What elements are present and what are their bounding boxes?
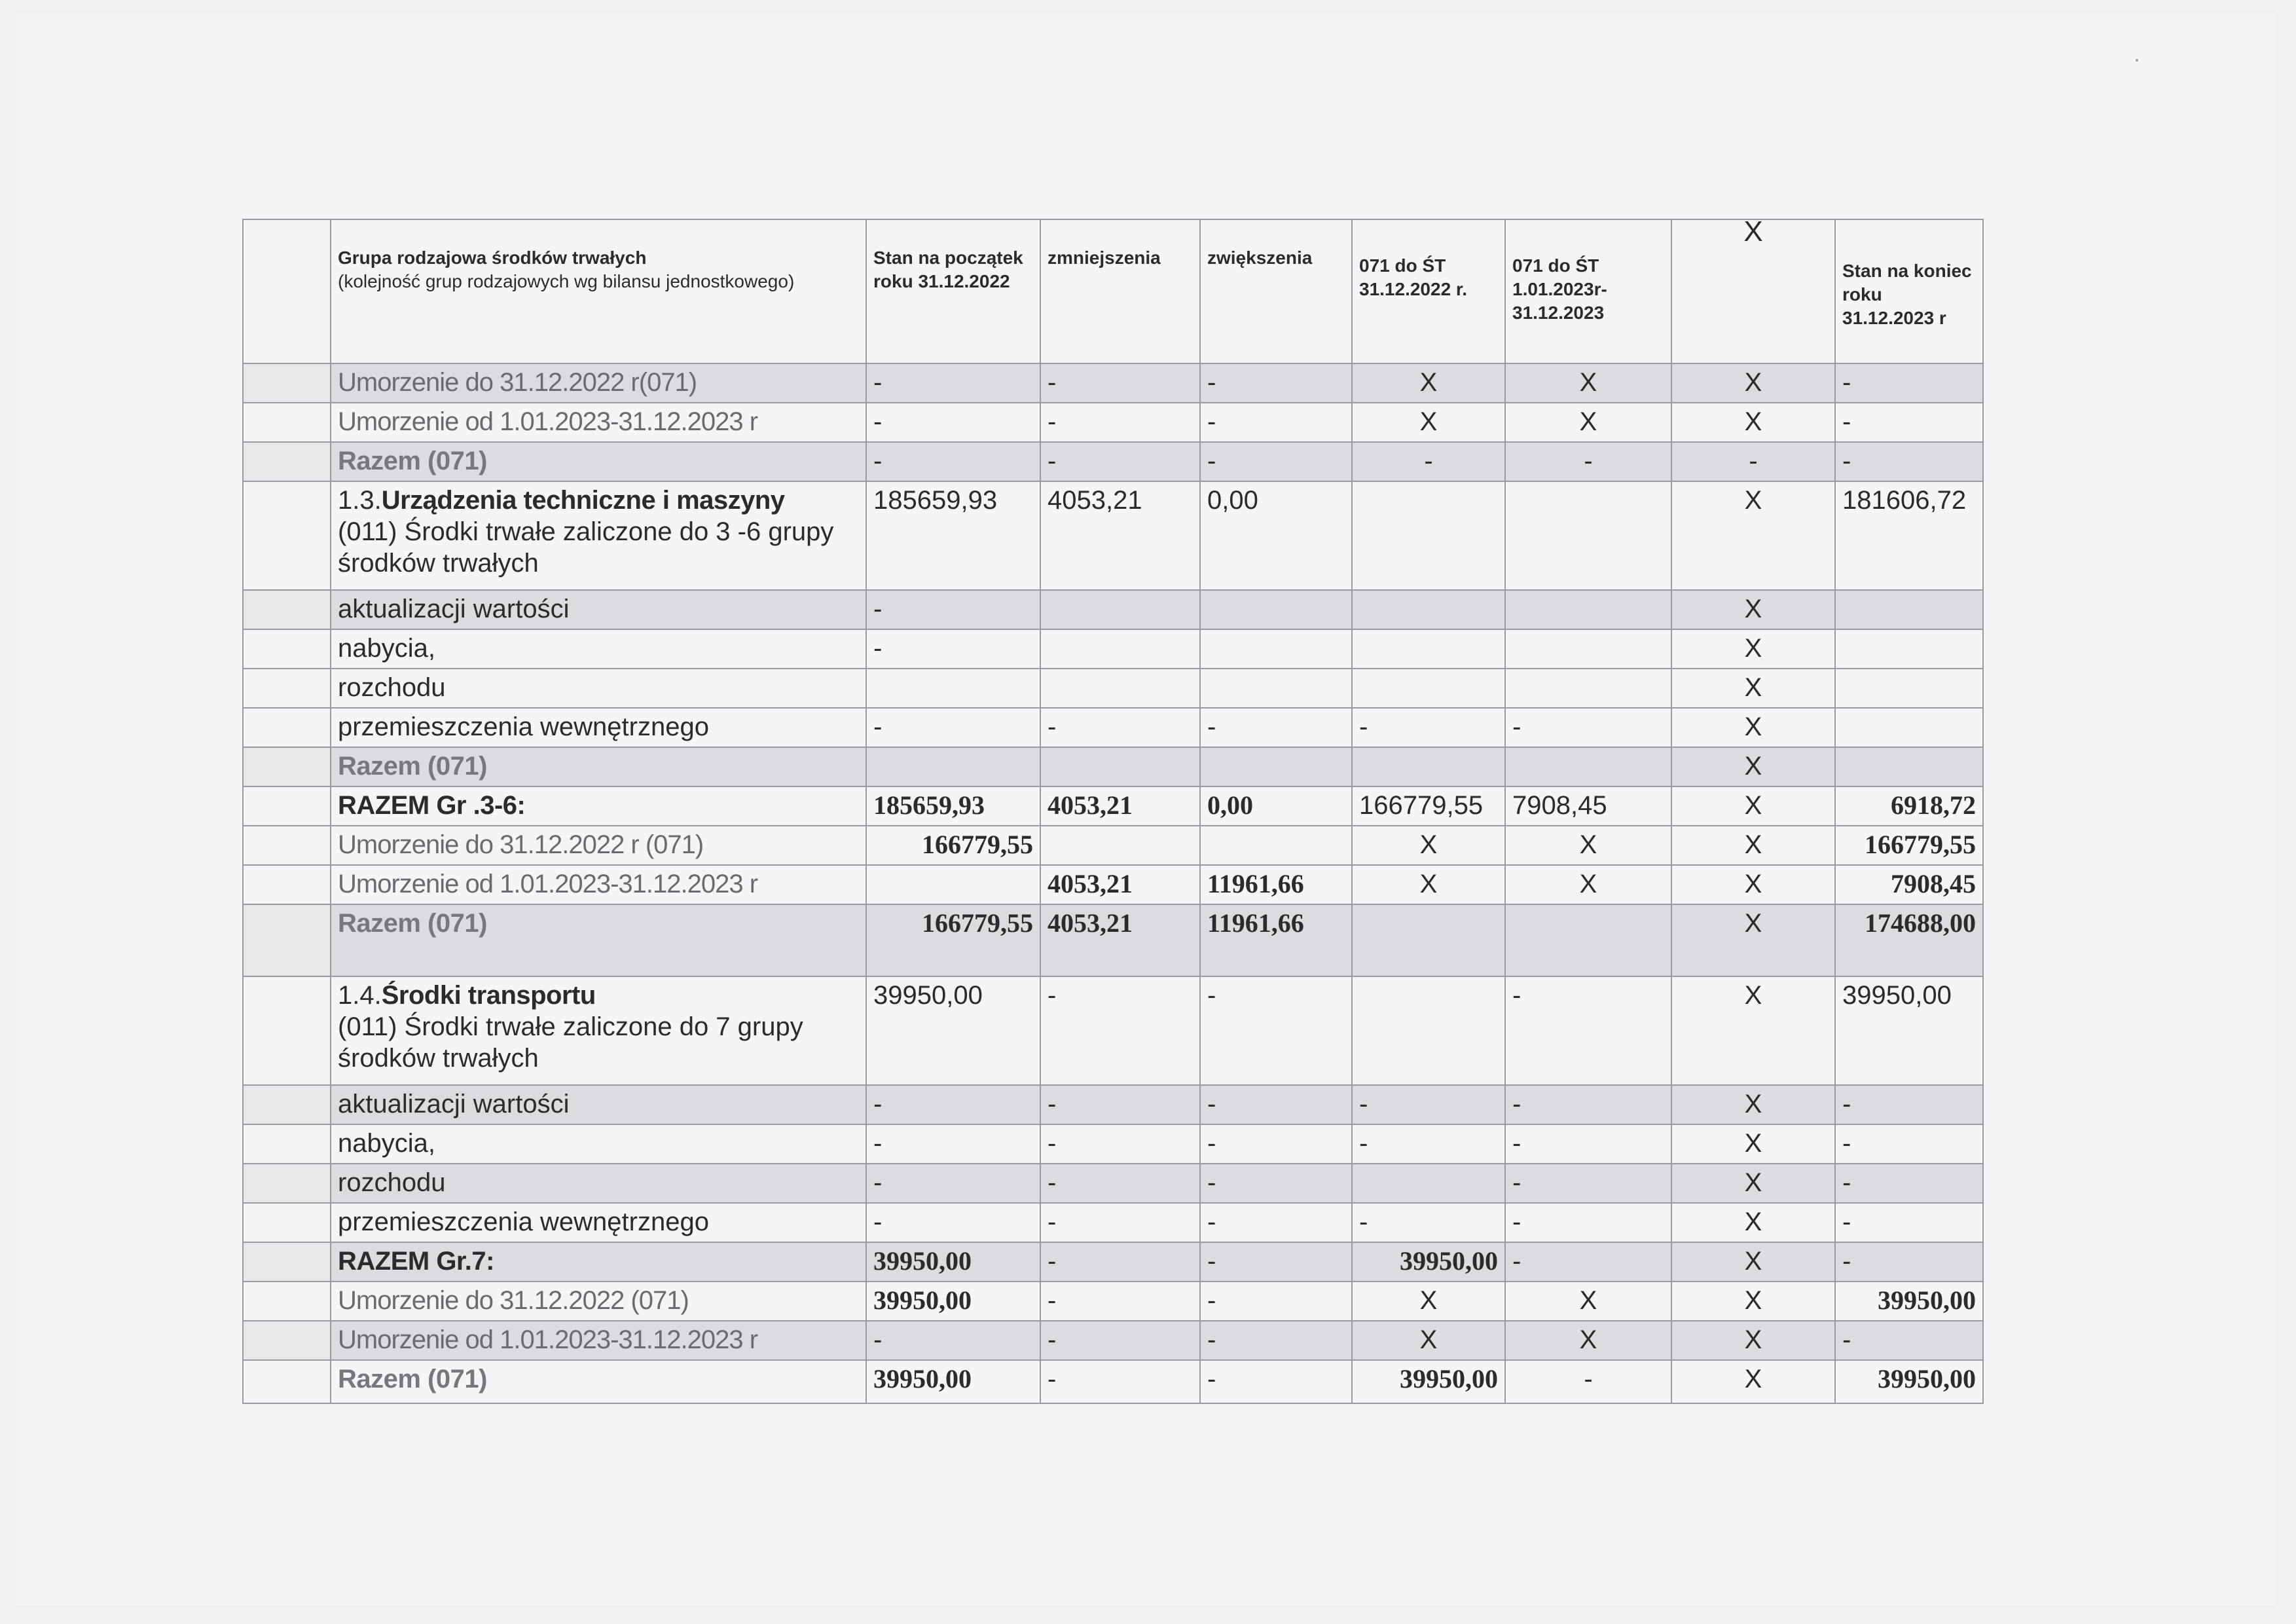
cell-decrease: - [1040, 976, 1200, 1085]
cell-end [1835, 747, 1983, 786]
cell-decrease: - [1040, 1164, 1200, 1203]
header-group [331, 219, 866, 363]
cell-start: - [866, 363, 1040, 403]
row-label: przemieszczenia wewnętrznego [331, 1203, 866, 1242]
row-label: Umorzenie od 1.01.2023-31.12.2023 r [331, 1321, 866, 1360]
row-label: Umorzenie do 31.12.2022 (071) [331, 1282, 866, 1321]
cell-decrease: - [1040, 363, 1200, 403]
cell-071-2023 [1505, 904, 1671, 976]
cell-increase: - [1200, 442, 1352, 481]
row-label: Umorzenie od 1.01.2023-31.12.2023 r [331, 865, 866, 904]
cell-start: - [866, 403, 1040, 442]
cell-071-2022: - [1352, 1203, 1505, 1242]
cell-increase: - [1200, 363, 1352, 403]
cell-071-2022: - [1352, 1085, 1505, 1124]
cell-x: X [1671, 904, 1835, 976]
cell-end: 174688,00 [1835, 904, 1983, 976]
cell-x: X [1671, 976, 1835, 1085]
scanned-page [16, 14, 2276, 1606]
table-row [243, 442, 1983, 481]
cell-decrease: 4053,21 [1040, 865, 1200, 904]
row-label: Umorzenie do 31.12.2022 r (071) [331, 826, 866, 865]
cell-071-2022: - [1352, 442, 1505, 481]
cell-decrease [1040, 590, 1200, 629]
cell-end: 181606,72 [1835, 481, 1983, 590]
cell-071-2023: X [1505, 363, 1671, 403]
cell-071-2023: - [1505, 1360, 1671, 1403]
cell-decrease: - [1040, 403, 1200, 442]
cell-071-2022: 39950,00 [1352, 1360, 1505, 1403]
cell-x: X [1671, 1203, 1835, 1242]
cell-071-2023 [1505, 629, 1671, 669]
table-row [243, 1085, 1983, 1124]
table-row-total-3-6 [243, 786, 1983, 826]
table-row [243, 363, 1983, 403]
cell-start: - [866, 1203, 1040, 1242]
row-label: Razem (071) [331, 442, 866, 481]
cell-start: 166779,55 [866, 826, 1040, 865]
cell-071-2022 [1352, 629, 1505, 669]
cell-decrease [1040, 826, 1200, 865]
cell-x: X [1671, 865, 1835, 904]
cell-071-2022: X [1352, 865, 1505, 904]
cell-decrease: - [1040, 1360, 1200, 1403]
cell-071-2023: - [1505, 1203, 1671, 1242]
table-row [243, 826, 1983, 865]
cell-071-2022 [1352, 976, 1505, 1085]
cell-increase: 11961,66 [1200, 865, 1352, 904]
cell-x: X [1671, 669, 1835, 708]
cell-071-2022 [1352, 747, 1505, 786]
cell-071-2023: - [1505, 1164, 1671, 1203]
table-row [243, 1321, 1983, 1360]
cell-increase [1200, 747, 1352, 786]
cell-071-2022: X [1352, 363, 1505, 403]
cell-x: X [1671, 629, 1835, 669]
cell-increase: - [1200, 1164, 1352, 1203]
cell-increase: 11961,66 [1200, 904, 1352, 976]
section-title: Środki transportu [381, 981, 596, 1010]
cell-increase: - [1200, 1203, 1352, 1242]
cell-end: - [1835, 403, 1983, 442]
cell-increase: 0,00 [1200, 786, 1352, 826]
cell-071-2023: 7908,45 [1505, 786, 1671, 826]
row-label: rozchodu [331, 669, 866, 708]
section-description: (011) Środki trwałe zaliczone do 3 -6 grupy środków trwałych [338, 517, 834, 578]
header-blank [243, 219, 331, 363]
cell-x: X [1671, 708, 1835, 747]
cell-071-2022: 39950,00 [1352, 1242, 1505, 1282]
cell-071-2023: - [1505, 442, 1671, 481]
cell-end: 7908,45 [1835, 865, 1983, 904]
cell-071-2023: - [1505, 1124, 1671, 1164]
table-row-section-1-4 [243, 976, 1983, 1085]
cell-end: - [1835, 442, 1983, 481]
cell-end: - [1835, 1124, 1983, 1164]
cell-071-2023 [1505, 590, 1671, 629]
cell-071-2023 [1505, 481, 1671, 590]
table-row [243, 629, 1983, 669]
scan-speck [2136, 59, 2138, 62]
cell-increase: - [1200, 403, 1352, 442]
cell-start: - [866, 708, 1040, 747]
cell-decrease [1040, 747, 1200, 786]
cell-start: - [866, 1164, 1040, 1203]
header-group-sub: (kolejność grup rodzajowych wg bilansu jednostkowego) [338, 271, 795, 291]
header-decrease: zmniejszenia [1040, 219, 1200, 363]
cell-071-2022 [1352, 590, 1505, 629]
cell-x: X [1671, 481, 1835, 590]
cell-071-2022: - [1352, 1124, 1505, 1164]
section-title: Urządzenia techniczne i maszyny [381, 486, 785, 515]
table-row [243, 1124, 1983, 1164]
cell-decrease: - [1040, 1203, 1200, 1242]
cell-071-2023: X [1505, 403, 1671, 442]
cell-increase [1200, 590, 1352, 629]
table-row [243, 904, 1983, 976]
header-071-2022: 071 do ŚT 31.12.2022 r. [1352, 219, 1505, 363]
header-group-title: Grupa rodzajowa środków trwałych [338, 248, 647, 268]
cell-increase: - [1200, 1360, 1352, 1403]
row-label: aktualizacji wartości [331, 1085, 866, 1124]
header-x: X [1671, 219, 1835, 363]
row-label: rozchodu [331, 1164, 866, 1203]
cell-x: X [1671, 1164, 1835, 1203]
cell-decrease: 4053,21 [1040, 904, 1200, 976]
cell-decrease: 4053,21 [1040, 786, 1200, 826]
cell-end [1835, 669, 1983, 708]
cell-start: - [866, 1085, 1040, 1124]
cell-increase: 0,00 [1200, 481, 1352, 590]
row-label: Razem (071) [331, 1360, 866, 1403]
cell-start: - [866, 442, 1040, 481]
cell-x: - [1671, 442, 1835, 481]
cell-increase: - [1200, 1124, 1352, 1164]
cell-071-2023: X [1505, 865, 1671, 904]
header-end: Stan na koniec roku 31.12.2023 r [1835, 219, 1983, 363]
cell-x: X [1671, 363, 1835, 403]
cell-start: 39950,00 [866, 1242, 1040, 1282]
cell-start: 185659,93 [866, 786, 1040, 826]
cell-decrease: - [1040, 1242, 1200, 1282]
header-071-2023: 071 do ŚT 1.01.2023r- 31.12.2023 [1505, 219, 1671, 363]
table-row-total-7 [243, 1242, 1983, 1282]
cell-071-2022: X [1352, 826, 1505, 865]
cell-increase: - [1200, 1321, 1352, 1360]
cell-x: X [1671, 786, 1835, 826]
cell-increase: - [1200, 976, 1352, 1085]
table-row [243, 590, 1983, 629]
cell-071-2022: - [1352, 708, 1505, 747]
section-label [331, 481, 866, 590]
cell-start: 166779,55 [866, 904, 1040, 976]
cell-decrease: - [1040, 1321, 1200, 1360]
cell-071-2023: - [1505, 976, 1671, 1085]
row-label: Razem (071) [331, 904, 866, 976]
cell-end: 166779,55 [1835, 826, 1983, 865]
cell-end: - [1835, 363, 1983, 403]
cell-start: 185659,93 [866, 481, 1040, 590]
cell-071-2022: X [1352, 1282, 1505, 1321]
cell-increase [1200, 669, 1352, 708]
cell-071-2022: 166779,55 [1352, 786, 1505, 826]
cell-x: X [1671, 1085, 1835, 1124]
cell-increase: - [1200, 1085, 1352, 1124]
table-row [243, 669, 1983, 708]
cell-start [866, 669, 1040, 708]
cell-end [1835, 708, 1983, 747]
cell-071-2023: - [1505, 708, 1671, 747]
cell-x: X [1671, 1282, 1835, 1321]
cell-x: X [1671, 1321, 1835, 1360]
cell-start: 39950,00 [866, 1282, 1040, 1321]
cell-end: 6918,72 [1835, 786, 1983, 826]
cell-x: X [1671, 590, 1835, 629]
cell-end: 39950,00 [1835, 1360, 1983, 1403]
fixed-assets-table [242, 219, 1984, 1404]
cell-end: 39950,00 [1835, 976, 1983, 1085]
cell-start [866, 747, 1040, 786]
table-row [243, 708, 1983, 747]
cell-start: - [866, 1321, 1040, 1360]
cell-increase [1200, 826, 1352, 865]
header-increase: zwiększenia [1200, 219, 1352, 363]
table-row [243, 1203, 1983, 1242]
cell-x: X [1671, 403, 1835, 442]
section-description: (011) Środki trwałe zaliczone do 7 grupy środków trwałych [338, 1012, 803, 1073]
cell-start: 39950,00 [866, 976, 1040, 1085]
cell-071-2023: X [1505, 1282, 1671, 1321]
cell-071-2023: - [1505, 1085, 1671, 1124]
cell-end: - [1835, 1164, 1983, 1203]
cell-071-2022 [1352, 669, 1505, 708]
row-label: nabycia, [331, 629, 866, 669]
cell-increase: - [1200, 1282, 1352, 1321]
cell-decrease: - [1040, 1085, 1200, 1124]
cell-start: - [866, 1124, 1040, 1164]
table-row [243, 1282, 1983, 1321]
cell-end: - [1835, 1321, 1983, 1360]
cell-start: 39950,00 [866, 1360, 1040, 1403]
cell-end: - [1835, 1242, 1983, 1282]
section-label [331, 976, 866, 1085]
cell-end: 39950,00 [1835, 1282, 1983, 1321]
cell-071-2022 [1352, 1164, 1505, 1203]
cell-071-2023: X [1505, 1321, 1671, 1360]
cell-decrease: - [1040, 1282, 1200, 1321]
cell-071-2023 [1505, 747, 1671, 786]
section-number: 1.3. [338, 486, 382, 515]
cell-x: X [1671, 1242, 1835, 1282]
cell-end: - [1835, 1203, 1983, 1242]
header-start: Stan na początek roku 31.12.2022 [866, 219, 1040, 363]
table-header-row [243, 219, 1983, 363]
cell-end [1835, 629, 1983, 669]
cell-decrease [1040, 629, 1200, 669]
cell-071-2022: X [1352, 1321, 1505, 1360]
section-number: 1.4. [338, 981, 382, 1010]
cell-decrease: - [1040, 442, 1200, 481]
row-label: RAZEM Gr.7: [331, 1242, 866, 1282]
cell-071-2022: X [1352, 403, 1505, 442]
table-row [243, 1360, 1983, 1403]
cell-071-2023: X [1505, 826, 1671, 865]
table-row [243, 1164, 1983, 1203]
cell-071-2023: - [1505, 1242, 1671, 1282]
cell-decrease: - [1040, 708, 1200, 747]
cell-x: X [1671, 1360, 1835, 1403]
table-row-section-1-3 [243, 481, 1983, 590]
cell-x: X [1671, 747, 1835, 786]
row-label: RAZEM Gr .3-6: [331, 786, 866, 826]
cell-start: - [866, 629, 1040, 669]
row-label: nabycia, [331, 1124, 866, 1164]
cell-increase: - [1200, 708, 1352, 747]
cell-increase [1200, 629, 1352, 669]
cell-x: X [1671, 1124, 1835, 1164]
cell-071-2023 [1505, 669, 1671, 708]
cell-end [1835, 590, 1983, 629]
cell-071-2022 [1352, 904, 1505, 976]
cell-decrease [1040, 669, 1200, 708]
cell-start: - [866, 590, 1040, 629]
cell-end: - [1835, 1085, 1983, 1124]
row-label: aktualizacji wartości [331, 590, 866, 629]
table-row [243, 747, 1983, 786]
table-row [243, 403, 1983, 442]
row-label: Umorzenie od 1.01.2023-31.12.2023 r [331, 403, 866, 442]
cell-decrease: 4053,21 [1040, 481, 1200, 590]
cell-x: X [1671, 826, 1835, 865]
cell-decrease: - [1040, 1124, 1200, 1164]
table-row [243, 865, 1983, 904]
row-label: przemieszczenia wewnętrznego [331, 708, 866, 747]
cell-increase: - [1200, 1242, 1352, 1282]
row-label: Razem (071) [331, 747, 866, 786]
cell-071-2022 [1352, 481, 1505, 590]
row-label: Umorzenie do 31.12.2022 r(071) [331, 363, 866, 403]
cell-start [866, 865, 1040, 904]
